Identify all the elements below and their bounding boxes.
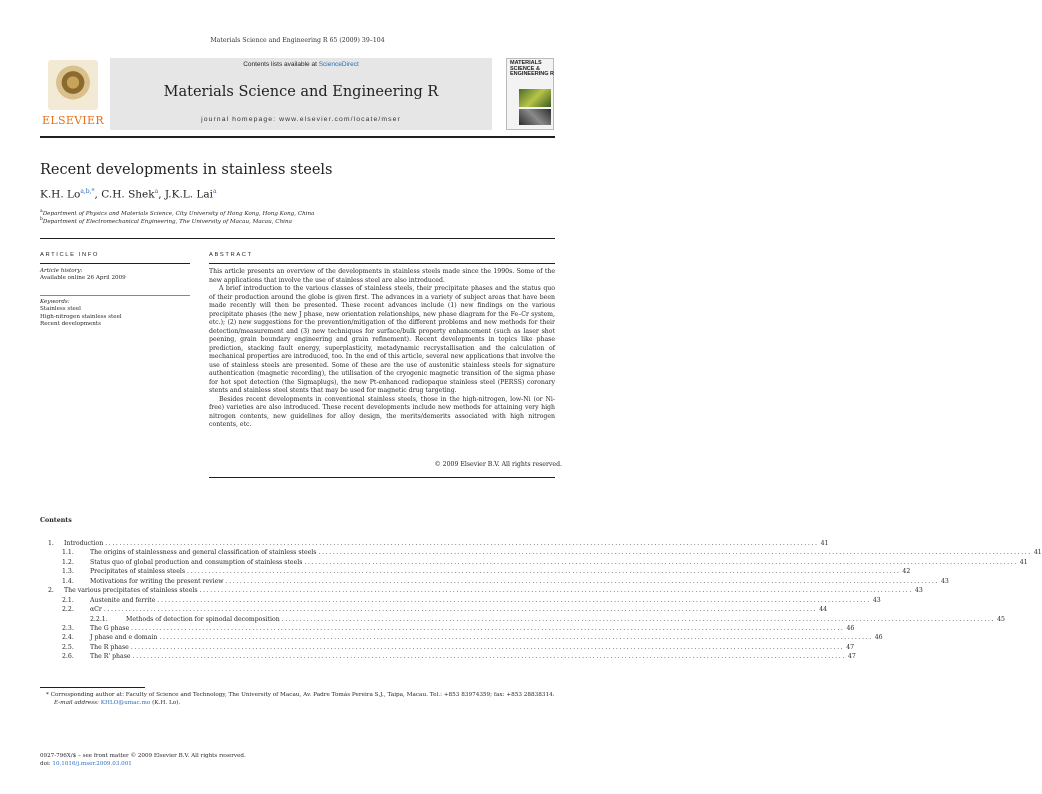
article-history [40, 268, 190, 283]
toc-entry-title[interactable]: The G phase [90, 624, 130, 632]
keyword: High-nitrogen stainless steel [40, 313, 122, 320]
email-link[interactable]: KHLO@umac.mo [100, 700, 151, 706]
toc-entry-number: 2.3. [62, 624, 74, 632]
affiliation-text: Department of Physics and Materials Science, City University of Hong Kong, Hong Kong, China [42, 210, 315, 217]
article-info-rule [40, 263, 190, 264]
author-superscript[interactable]: a,b,* [80, 188, 95, 195]
toc-entry[interactable] [40, 558, 1028, 567]
toc-dot-leader: ........................................................................................................................................................................................................ [130, 643, 845, 651]
toc-dot-leader: ........................................................................................................................................................................................................ [187, 568, 901, 576]
copyright-notice: © 2009 Elsevier B.V. All rights reserved. [434, 461, 562, 468]
toc-dot-leader: ........................................................................................................................................................................................................ [159, 634, 873, 642]
toc-entry-number: 1. [48, 540, 54, 547]
history-label: Article history: [40, 268, 83, 274]
toc-entry-title[interactable]: Motivations for writing the present review [90, 577, 224, 585]
history-date: Available online 26 April 2009 [40, 275, 126, 282]
author-list [40, 188, 217, 201]
abstract-body [209, 268, 555, 430]
publication-meta [40, 753, 246, 769]
toc-entry[interactable] [40, 567, 911, 576]
toc-entry-line [64, 539, 829, 548]
toc-entry-title[interactable]: Austenite and ferrite [90, 596, 156, 604]
toc-dot-leader: ........................................................................................................................................................................................................ [199, 587, 913, 595]
toc-entry-line [90, 558, 1028, 567]
toc-entry-title[interactable]: αCr [90, 606, 102, 614]
author-name[interactable]: C.H. Shek [101, 188, 155, 201]
toc-entry-title[interactable]: Introduction [64, 540, 104, 547]
email-suffix: (K.H. Lo). [150, 700, 181, 706]
toc-entry-title[interactable]: J phase and e domain [90, 634, 158, 642]
keyword: Stainless steel [40, 306, 81, 313]
toc-entry-line [90, 596, 881, 605]
toc-entry-page[interactable]: 41 [820, 540, 829, 547]
toc-entry-number: 1.4. [62, 577, 74, 585]
elsevier-tree-icon [48, 60, 98, 110]
sciencedirect-link[interactable]: ScienceDirect [318, 61, 359, 68]
article-info-label: ARTICLE INFO [40, 252, 100, 258]
doi-link[interactable]: 10.1016/j.mser.2009.03.001 [52, 760, 132, 767]
toc-entry-line [90, 633, 883, 642]
toc-entry-title[interactable]: The R' phase [90, 653, 131, 661]
toc-entry-number: 2.6. [62, 653, 74, 661]
toc-dot-leader: ........................................................................................................................................................................................................ [225, 577, 939, 585]
keyword: Recent developments [40, 321, 102, 328]
affiliation-marker: b [40, 217, 43, 222]
abstract-paragraph: A brief introduction to the various classes of stainless steels, their precipitate phases and the status quo of their production around the globe is given first. The advances in a variety of subject areas that have been made recently will then be presented. These recent advances include (1) new findings on the various precipitate phases (the new J phase, new orientation relationships, new phase diagram for the Fe–Cr system, etc.); (2) new suggestions for the prevention/mitigation of the different problems and new methods for their detection/measurement and (3) new techniques for surface/bulk property enhancement (such as laser shot peening, grain boundary engineering and grain refinement). Recent developments in topics like phase prediction, stacking fault energy, superplasticity, metadynamic recrystallisation and the calculation of mechanical properties are introduced, too. In the end of this article, several new applications that involve the use of stainless steels are presented. Some of these are the use of austenitic stainless steels for signature authentication (magnetic recording), the utilisation of the cryogenic magnetic transition of the sigma phase for hot spot detection (the Sigmaplugs), the new Pt-enhanced radiopaque stainless steel (PERSS) coronary stents and stainless steel stents that may be used for magnetic drug targeting. [209, 285, 555, 394]
toc-entry-page[interactable]: 47 [846, 643, 855, 651]
toc-entry-page[interactable]: 45 [997, 615, 1005, 623]
toc-entry-line [90, 652, 856, 661]
affiliation-marker: a [40, 209, 43, 214]
toc-entry-page[interactable]: 42 [902, 568, 911, 576]
doi-label: doi: [40, 760, 51, 767]
toc-entry-page[interactable]: 41 [1019, 558, 1028, 566]
article-title: Recent developments in stainless steels [40, 162, 333, 178]
toc-entry-line [90, 605, 828, 614]
toc-entry[interactable] [40, 539, 829, 548]
toc-entry-page[interactable]: 43 [940, 577, 949, 585]
toc-entry-title[interactable]: The origins of stainlessness and general classification of stainless steels [90, 549, 317, 557]
keywords-label: Keywords: [40, 299, 70, 305]
toc-entry-number: 2.1. [62, 596, 74, 604]
corresponding-author-footnote [40, 691, 555, 707]
toc-entry-title[interactable]: Status quo of global production and consumption of stainless steels [90, 558, 303, 566]
toc-entry[interactable] [40, 577, 949, 586]
toc-entry-page[interactable]: 46 [874, 634, 883, 642]
toc-dot-leader: ........................................................................................................................................................................................................ [105, 540, 819, 547]
toc-entry[interactable] [40, 643, 855, 652]
journal-cover-thumbnail[interactable] [506, 58, 554, 130]
abstract-paragraph: Besides recent developments in conventional stainless steels, those in the high-nitrogen, low-Ni (or Ni-free) varieties are also introduced. These recent developments include new methods for attaining very high nitrogen contents, new guidelines for alloy design, the merits/demerits associated with high nitrogen contents, etc. [209, 395, 555, 428]
contents-prefix: Contents lists available at [243, 61, 319, 68]
toc-entry-number: 1.1. [62, 549, 74, 557]
running-head: Materials Science and Engineering R 65 (2009) 39–104 [210, 37, 385, 44]
toc-entry-title[interactable]: The various precipitates of stainless steels [64, 587, 198, 595]
toc-entry-page[interactable]: 43 [914, 587, 923, 595]
toc-entry-number: 2.5. [62, 643, 74, 651]
author-separator: , [94, 188, 102, 201]
contents-available-line [110, 61, 492, 68]
abstract-end-rule [209, 477, 555, 478]
toc-dot-leader: ........................................................................................................................................................................................................ [318, 549, 1032, 557]
toc-entry[interactable] [40, 615, 1005, 624]
cover-image [519, 109, 551, 125]
toc-entry[interactable] [40, 605, 828, 614]
email-line [40, 699, 555, 707]
journal-title: Materials Science and Engineering R [163, 84, 439, 100]
toc-entry-number: 2.2. [62, 606, 74, 614]
contents-heading: Contents [40, 517, 72, 524]
toc-entry[interactable] [40, 633, 883, 642]
journal-header [40, 58, 555, 133]
toc-entry[interactable] [40, 548, 1042, 557]
author-name[interactable]: K.H. Lo [40, 188, 81, 201]
email-label: E-mail address: [54, 700, 101, 706]
toc-entry-number: 2.4. [62, 634, 74, 642]
toc-entry-line [90, 548, 1042, 557]
author-name[interactable]: J.K.L. Lai [164, 188, 214, 201]
toc-entry-title[interactable]: Methods of detection for spinodal decomposition [126, 615, 280, 623]
toc-entry[interactable] [40, 596, 881, 605]
toc-entry-line [90, 577, 949, 586]
publisher-name: ELSEVIER [42, 114, 104, 127]
table-of-contents [40, 539, 1042, 662]
issn-line: 0927-796X/$ – see front matter © 2009 Elsevier B.V. All rights reserved. [40, 753, 246, 759]
abstract-rule [209, 263, 555, 264]
toc-dot-leader: ........................................................................................................................................................................................................ [304, 558, 1018, 566]
toc-entry-line [90, 624, 855, 633]
toc-entry-line [90, 567, 911, 576]
toc-dot-leader: ........................................................................................................................................................................................................ [103, 606, 818, 614]
header-rule [40, 136, 555, 138]
toc-entry-line [126, 615, 1005, 624]
footnote-rule [40, 687, 145, 688]
toc-entry[interactable] [40, 624, 855, 633]
toc-dot-leader: ........................................................................................................................................................................................................ [132, 653, 846, 661]
cover-title: MATERIALS SCIENCE & ENGINEERING R [510, 60, 555, 78]
author-superscript[interactable]: a [154, 188, 159, 195]
toc-entry-number: 1.2. [62, 558, 74, 566]
author-separator: , [158, 188, 165, 201]
journal-homepage-link[interactable]: journal homepage: www.elsevier.com/locate/mser [201, 116, 401, 123]
abstract-paragraph: This article presents an overview of the developments in stainless steels made since the 1990s. Some of the new applications that involve the use of stainless steel are also introduced. [209, 268, 555, 284]
toc-entry-page[interactable]: 44 [819, 606, 828, 614]
toc-dot-leader: ........................................................................................................................................................................................................ [157, 596, 871, 604]
toc-entry-page[interactable]: 43 [872, 596, 881, 604]
toc-entry-number: 1.3. [62, 568, 74, 576]
toc-entry-number: 2. [48, 587, 54, 595]
footnote-text: * Corresponding author at: Faculty of Science and Technology, The University of Macau, Av. Padre Tomás Pereira S.J., Taipa, Macau. Tel.: +853 83974359; fax: +853 28838314. [46, 692, 555, 698]
toc-entry-line [90, 643, 855, 652]
title-rule [40, 238, 555, 239]
toc-entry[interactable] [40, 586, 923, 595]
toc-entry-title[interactable]: Precipitates of stainless steels [90, 568, 186, 576]
affiliation [40, 209, 314, 217]
author-superscript[interactable]: a [213, 188, 217, 195]
toc-entry-page[interactable]: 46 [846, 624, 855, 632]
toc-entry[interactable] [40, 652, 856, 661]
cover-image [519, 89, 551, 107]
affiliation-text: Department of Electromechanical Engineering, The University of Macau, Macau, China [42, 218, 292, 225]
elsevier-logo[interactable] [40, 58, 106, 130]
toc-entry-line [64, 586, 923, 595]
toc-entry-title[interactable]: The R phase [90, 643, 129, 651]
toc-entry-page[interactable]: 41 [1033, 549, 1042, 557]
journal-banner [110, 58, 492, 130]
abstract-label: ABSTRACT [209, 252, 253, 258]
toc-entry-page[interactable]: 47 [847, 653, 856, 661]
toc-dot-leader: ........................................................................................................................................................................................................ [131, 624, 845, 632]
keywords-block [40, 299, 190, 329]
toc-dot-leader: ........................................................................................................................................................................................................ [281, 615, 996, 623]
toc-entry-number: 2.2.1. [90, 615, 108, 623]
doi-line [40, 761, 246, 769]
affiliation [40, 217, 292, 225]
